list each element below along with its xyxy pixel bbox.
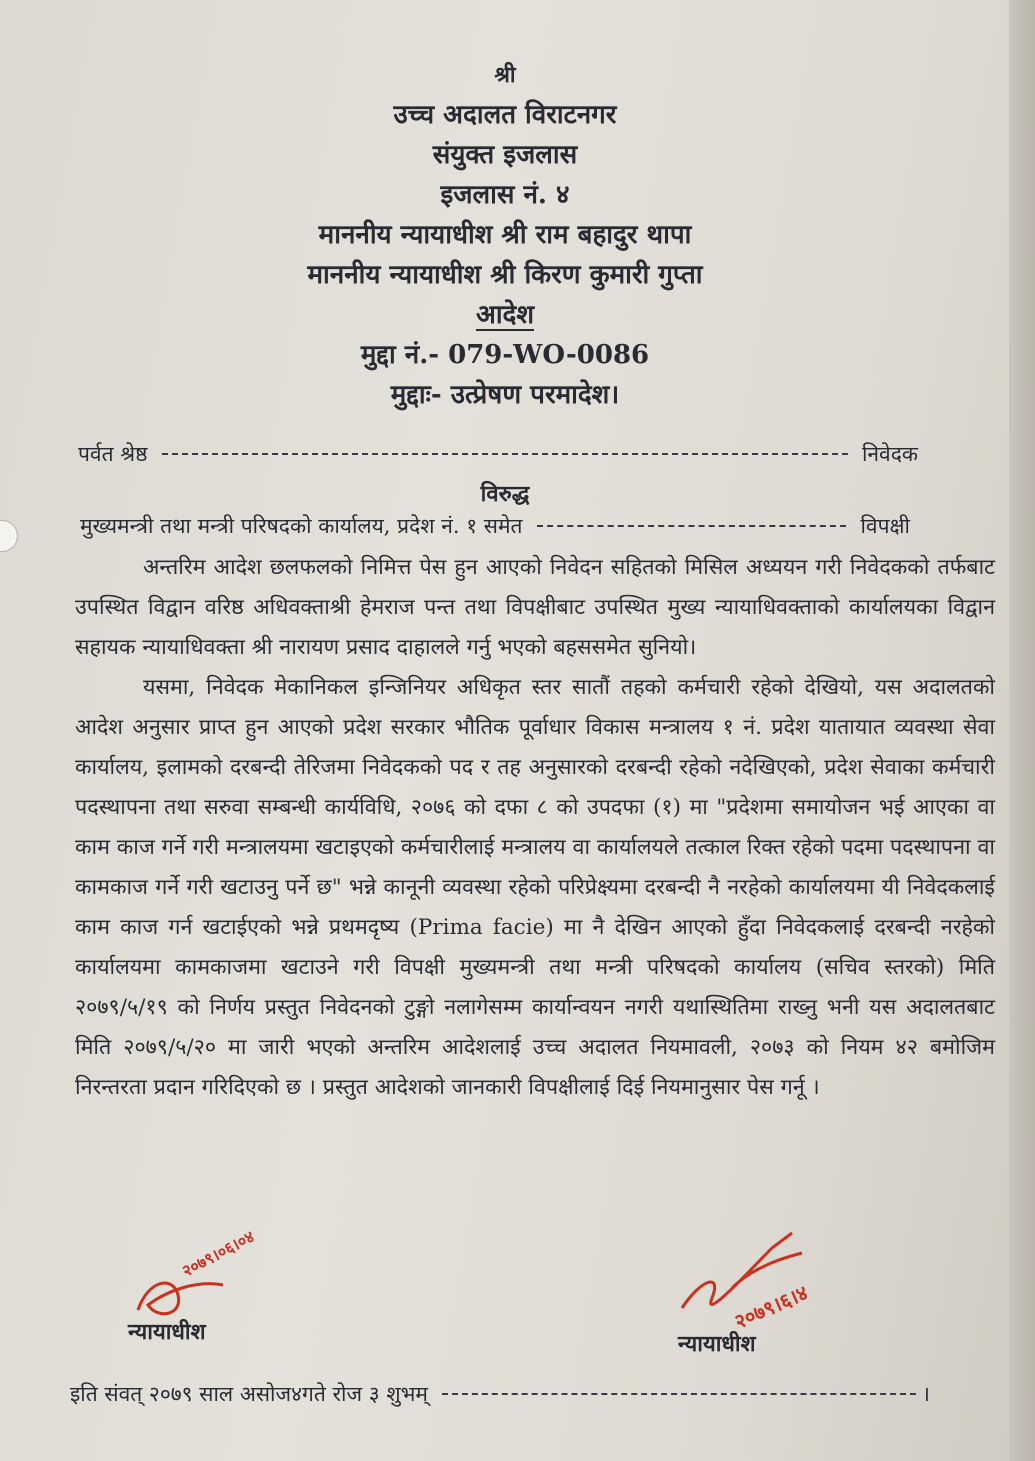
dashed-leader [537,525,847,527]
court-name: उच्च अदालत विराटनगर [393,100,617,130]
paper-edge [1009,0,1035,1461]
versus-heading: विरुद्ध [480,481,530,507]
judge-two: माननीय न्यायाधीश श्री किरण कुमारी गुप्ता [307,260,703,290]
left-signature-date: २०७९।०६।०४ [178,1226,258,1281]
dashed-leader [162,453,848,455]
respondent-row [80,512,910,540]
document-header [0,55,1010,415]
petitioner-name: पर्वत श्रेष्ठ [78,442,148,466]
order-body [75,548,995,1108]
respondent-role: विपक्षी [860,514,910,538]
footer-row [70,1380,930,1408]
left-judge-label: न्यायाधीश [128,1319,206,1345]
paragraph-hearing: अन्तरिम आदेश छलफलको निमित्त पेस हुन आएको निवेदन सहितको मिसिल अध्ययन गरी निवेदकको तर्फबाट उपस्थित विद्वान वरिष्ठ अधिवक्ताश्री हेमराज पन्त तथा विपक्षीबाट उपस्थित मुख्य न्यायाधिवक्ताको कार्यालयका विद्वान सहायक न्यायाधिवक्ता श्री नारायण प्रसाद दाहालले गर्नु भएको बहससमेत सुनियो। [75,555,995,660]
shree-heading: श्री [494,62,516,88]
respondent-name: मुख्यमन्त्री तथा मन्त्री परिषदको कार्यालय, प्रदेश नं. १ समेत [80,514,523,538]
punch-hole [0,520,18,552]
footer-end: । [922,1382,930,1406]
dashed-leader [442,1393,916,1395]
petitioner-role: निवेदक [861,442,918,466]
paragraph-order: यसमा, निवेदक मेकानिकल इन्जिनियर अधिकृत स्तर सातौं तहको कर्मचारी रहेको देखियो, यस अदालतको आदेश अनुसार प्राप्त हुन आएको प्रदेश सरकार भौतिक पूर्वाधार विकास मन्त्रालय १ नं. प्रदेश यातायात व्यवस्था सेवा कार्यालय, इलामको दरबन्दी तेरिजमा निवेदकको पद र तह अनुसारको दरबन्दी रहेको नदेखिएको, प्रदेश सेवाका कर्मचारी पदस्थापना तथा सरुवा सम्बन्धी कार्यविधि, २०७६ को दफा ८ को उपदफा (१) मा "प्रदेशमा समायोजन भई आएका वा काम काज गर्ने गरी मन्त्रालयमा खटाइएको कर्मचारीलाई मन्त्रालय वा कार्यालयले तत्काल रिक्त रहेको पदमा पदस्थापना वा कामकाज गर्ने गरी खटाउनु पर्ने छ" भन्ने कानूनी व्यवस्था रहेको परिप्रेक्ष्यमा दरबन्दी नै नरहेको कार्यालयमा यी निवेदकलाई काम काज गर्न खटाईएको भन्ने प्रथमदृष्य (Prima facie) मा नै देखिन आएको हुँदा निवेदकलाई दरबन्दी नरहेको कार्यालयमा कामकाजमा खटाउने गरी विपक्षी मुख्यमन्त्री तथा मन्त्री परिषदको कार्यालय (सचिव स्तरको) मिति २०७९/५/१९ को निर्णय प्रस्तुत निवेदनको टुङ्गो नलागेसम्म कार्यान्वयन नगरी यथास्थितिमा राख्नु भनी यस अदालतबाट मिति २०७९/५/२० मा जारी भएको अन्तरिम आदेशलाई उच्च अदालत नियमावली, २०७३ को नियम ४२ बमोजिम निरन्तरता प्रदान गरिदिएको छ । प्रस्तुत आदेशको जानकारी विपक्षीलाई दिई नियमानुसार पेस गर्नू । [75,675,995,1100]
footer-text: इति संवत् २०७९ साल असोज४गते रोज ३ शुभम् [70,1382,428,1406]
judge-one: माननीय न्यायाधीश श्री राम बहादुर थापा [318,220,692,250]
petitioner-row [78,440,918,468]
case-number: मुद्दा नं.- 079-WO-0086 [360,340,650,370]
right-judge-label: न्यायाधीश [678,1331,756,1357]
case-subject: मुद्दाः- उत्प्रेषण परमादेश। [390,380,620,410]
order-title: आदेश [475,300,535,330]
bench-type: संयुक्त इजलास [432,140,578,170]
bench-number: इजलास नं. ४ [440,180,570,210]
right-signature-date: २०७९।६।४ [730,1280,812,1334]
